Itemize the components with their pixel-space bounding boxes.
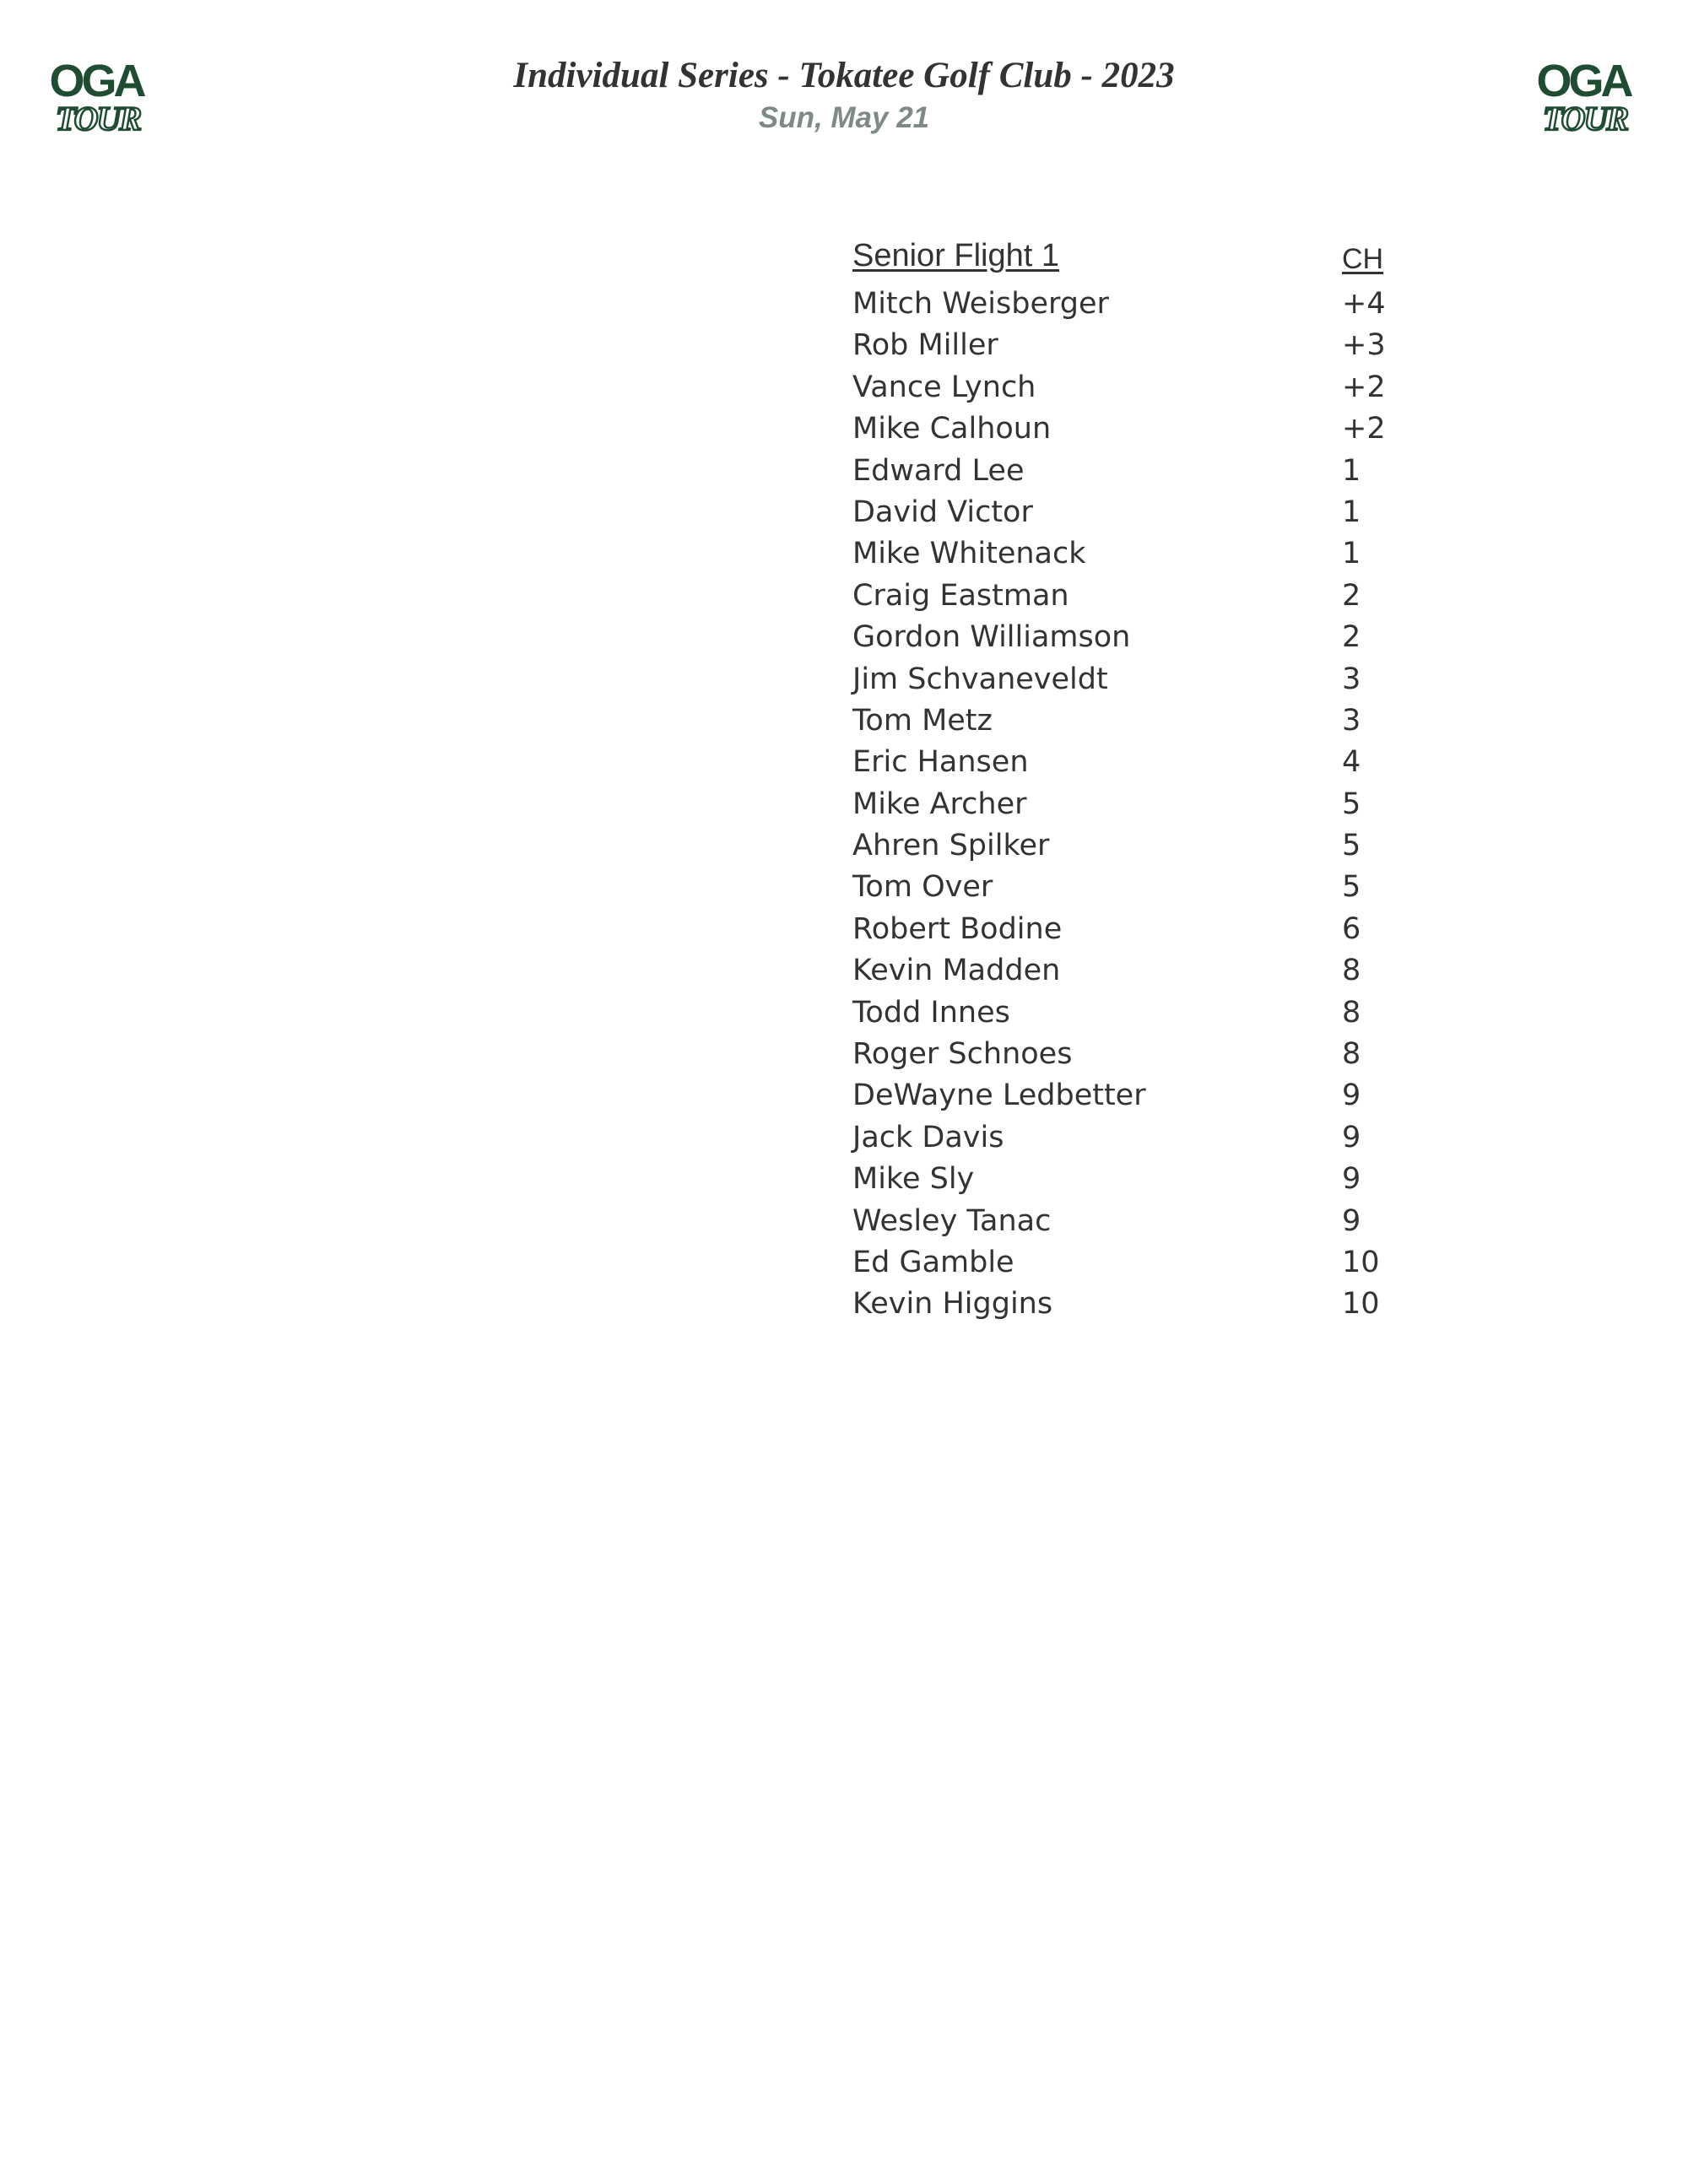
player-list — [852, 284, 1443, 1326]
player-name: Robert Bodine — [852, 911, 1063, 946]
player-course-handicap: 4 — [1342, 745, 1361, 780]
player-name: Edward Lee — [852, 453, 1025, 488]
player-name: Vance Lynch — [852, 370, 1036, 404]
player-name: Gordon Williamson — [852, 620, 1131, 655]
player-course-handicap: +2 — [1342, 370, 1386, 404]
player-course-handicap: 5 — [1342, 787, 1361, 821]
player-row — [852, 825, 1443, 867]
player-course-handicap: 9 — [1342, 1078, 1361, 1113]
logo-text-bottom: TOUR — [55, 100, 141, 137]
player-course-handicap: 2 — [1342, 620, 1361, 655]
flight-header — [852, 235, 1443, 282]
player-course-handicap: 5 — [1342, 829, 1361, 863]
player-row — [852, 533, 1443, 575]
player-row — [852, 950, 1443, 992]
player-course-handicap: 8 — [1342, 954, 1361, 988]
player-course-handicap: 1 — [1342, 537, 1361, 571]
player-course-handicap: 6 — [1342, 911, 1361, 946]
logo-text-top: OGA — [49, 56, 143, 106]
player-name: Jack Davis — [852, 1120, 1004, 1154]
logo-text-top: OGA — [1536, 56, 1631, 106]
player-row — [852, 1201, 1443, 1242]
player-row — [852, 492, 1443, 533]
player-row — [852, 576, 1443, 617]
player-course-handicap: +2 — [1342, 412, 1386, 446]
player-name: Mike Calhoun — [852, 412, 1052, 446]
player-row — [852, 617, 1443, 658]
player-name: Mike Archer — [852, 787, 1027, 821]
player-row — [852, 1284, 1443, 1325]
player-course-handicap: 8 — [1342, 1037, 1361, 1072]
flight-title: Senior Flight 1 — [852, 238, 1060, 273]
player-name: Mike Whitenack — [852, 537, 1086, 571]
player-row — [852, 867, 1443, 908]
player-course-handicap: 3 — [1342, 703, 1361, 738]
player-name: Wesley Tanac — [852, 1203, 1052, 1238]
player-row — [852, 742, 1443, 783]
player-course-handicap: 10 — [1342, 1287, 1380, 1322]
player-name: Kevin Higgins — [852, 1287, 1053, 1322]
player-course-handicap: 1 — [1342, 453, 1361, 488]
player-row — [852, 659, 1443, 700]
player-name: Roger Schnoes — [852, 1037, 1073, 1072]
player-course-handicap: +3 — [1342, 328, 1386, 363]
player-name: Tom Metz — [852, 703, 993, 738]
player-course-handicap: +4 — [1342, 287, 1386, 321]
player-row — [852, 700, 1443, 742]
player-row — [852, 325, 1443, 366]
player-name: Tom Over — [852, 870, 993, 905]
player-course-handicap: 1 — [1342, 495, 1361, 529]
player-course-handicap: 9 — [1342, 1162, 1361, 1197]
player-name: Ed Gamble — [852, 1245, 1014, 1279]
player-row — [852, 1159, 1443, 1200]
player-course-handicap: 9 — [1342, 1203, 1361, 1238]
player-course-handicap: 9 — [1342, 1120, 1361, 1154]
player-course-handicap: 10 — [1342, 1245, 1380, 1279]
player-name: Ahren Spilker — [852, 829, 1050, 863]
page-date: Sun, May 21 — [758, 101, 930, 134]
flight-table — [852, 235, 1443, 1326]
player-name: Craig Eastman — [852, 578, 1069, 613]
logo-text-bottom: TOUR — [1542, 100, 1628, 137]
player-row — [852, 992, 1443, 1034]
player-row — [852, 367, 1443, 408]
player-row — [852, 1117, 1443, 1159]
player-row — [852, 408, 1443, 450]
player-name: Mike Sly — [852, 1162, 975, 1197]
player-row — [852, 284, 1443, 325]
player-name: David Victor — [852, 495, 1033, 529]
player-name: DeWayne Ledbetter — [852, 1078, 1146, 1113]
player-row — [852, 1075, 1443, 1116]
player-name: Kevin Madden — [852, 954, 1061, 988]
player-name: Mitch Weisberger — [852, 287, 1109, 321]
player-course-handicap: 2 — [1342, 578, 1361, 613]
player-row — [852, 1034, 1443, 1075]
page-header — [0, 52, 1688, 137]
player-name: Todd Innes — [852, 995, 1010, 1030]
player-name: Jim Schvaneveldt — [852, 662, 1108, 696]
player-course-handicap: 8 — [1342, 995, 1361, 1030]
player-course-handicap: 5 — [1342, 870, 1361, 905]
player-name: Rob Miller — [852, 328, 998, 363]
player-row — [852, 451, 1443, 492]
ch-column-header: CH — [1342, 243, 1384, 275]
player-row — [852, 909, 1443, 950]
player-course-handicap: 3 — [1342, 662, 1361, 696]
player-row — [852, 1242, 1443, 1284]
player-row — [852, 784, 1443, 825]
page-title: Individual Series - Tokatee Golf Club - 2023 — [513, 56, 1175, 95]
player-name: Eric Hansen — [852, 745, 1029, 780]
